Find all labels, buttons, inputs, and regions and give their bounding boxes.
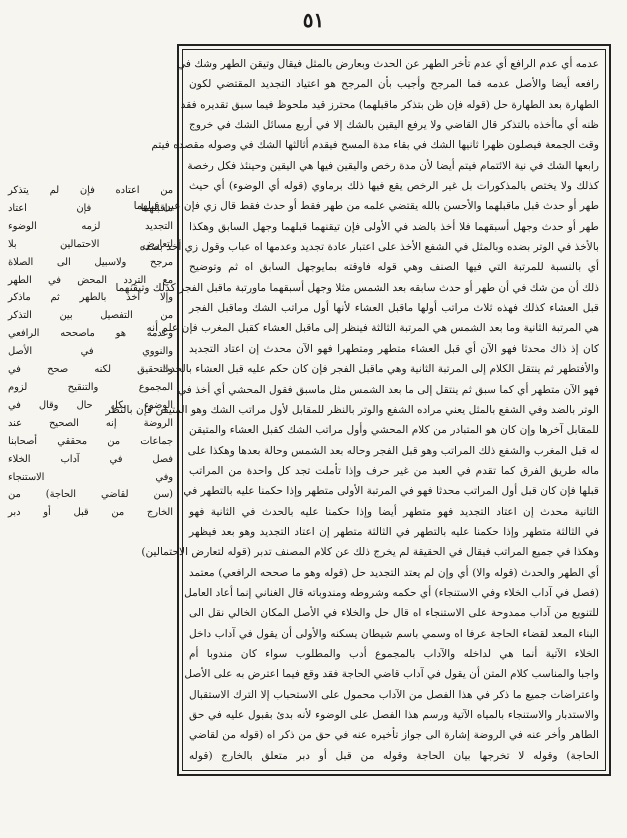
- margin-text-line: جماعات من محققي أصحابنا: [8, 435, 173, 447]
- main-text-line: وهكذا في جميع المراتب فيقال في الحقيقة لم يخرج ذلك عن كلام المصنف تدبر (قوله لتعارض الاحتمالين): [141, 546, 599, 559]
- main-text-line: قبلها فإن كان قبل أول المراتب محدثا فهو في المرتبة الأولى متطهر وإذا حكمنا عليه بالتطهر في: [183, 485, 599, 498]
- main-text-line: الخلاء الآتية أنما هي لداخله والآداب بالمجموع أدب والمطلوب سواء كان مندوبا أم: [189, 647, 599, 660]
- margin-text-line: مع التردد المحض في الطهر: [8, 274, 173, 286]
- main-text-line: كان إذ ذاك محدثا فهو الآن أي قبل العشاء متطهر ومتطهرا فهو الآن محدث إن اعتاد التجديد: [189, 342, 599, 355]
- main-text-line: له قبل المغرب والشفع ذلك المراتب وهو قبل الفجر وحاله بعد الشمس وحالة بعدها وهكذا على: [187, 444, 599, 457]
- margin-base-text: [8, 182, 173, 522]
- main-text-line: البناء المعد لقضاء الحاجة عرفا اه وسمي باسم شيطان يسكنه والأولى أن يقول في آداب داخل: [189, 627, 599, 640]
- main-text-line: قبل العشاء كذلك فهذه ثلاث مراتب أولها ماقبل العشاء لأنها أول مراتب الشك وماقبل الفجر: [189, 302, 599, 315]
- main-text-line: طهر أو حدث وجهل أسبقهما فلا أخذ بالضد في الأولى فإن تيقنهما قبلهما وجهل السابق وهكذا: [189, 220, 599, 233]
- main-text-line: الثانية محدث إن اعتاد التجديد فهو متطهر أيضا وإذا حكمنا عليه بالحدث في الثانية فهو: [189, 505, 599, 518]
- main-text-line: رافعه أيضا والأصل عدمه فما المرجح وأجيب بأن المرجح هو اعتياد التجديد المقتضي لكون: [189, 78, 599, 91]
- margin-text-line: من اعتاده فإن لم يتذكر: [8, 185, 173, 196]
- main-text-line: هي المرتبة الثانية وما بعد الشمس هي المرتبة الثالثة فينظر إلى ماقبل العشاء كقبل المغرب فإن علم أنه: [146, 322, 599, 335]
- margin-text-line: الوضوء بكل حال وقال في: [8, 399, 173, 411]
- main-text-line: الطاهر وأخر عنه في الروضة إشارة الى جواز تأخيره عنه في حق من ذكر اه (قوله من لقاضي: [189, 729, 599, 742]
- margin-text-line: والتحقيق لكنه صحح في: [8, 364, 173, 376]
- page-number: ٥١: [302, 8, 325, 32]
- margin-text-line: وفي الاستنجاء: [8, 471, 173, 483]
- main-text-line: ذلك أن من شك في أن طهر أو حدث سابقه بعد الشمس مثلا وجهل أسبقهما ماورتبة ماقبل الفجر كذلك وتيقنهما: [115, 281, 599, 294]
- main-text-line: أي بالنسبة للمرتبة التي فيها الصنف وهي قوله فاوقته بمايوجهل السابق اه ثم وتوضيح: [189, 261, 599, 274]
- main-text-line: طهر أو حدث قبل ماقبلهما والأحسن بالله يقتضي علمه من طهر فقط أو حدث فقط قال زي فإن عين قبلهما: [133, 200, 599, 213]
- main-text-line: الطهارة بعد الطهارة حل (قوله فإن ظن بتذكر ماقبلهما) محترز قيد ملحوظ فيما سبق تقديره فقد: [180, 98, 599, 111]
- main-text-line: بالأخذ في الوتر بضده وبالمثل في الشفع الأخذ على اعتبار عادة تجديد وعدمها اه عباب وقول زي أخذ بضده: [139, 241, 599, 254]
- main-text-line: واجبا والمناسب كلام المتن أن يقول في آداب قاضي الحاجة فقد وقع فيما اعترض به على الأصل: [184, 668, 599, 681]
- margin-text-line: مرجح ولاسبيل الى الصلاة: [8, 256, 173, 268]
- margin-text-line: الخارج من قبل أو دبر: [8, 507, 173, 519]
- main-text-line: كذلك ولا يختص بالمذكورات بل غير الرخص يقع فيها ذلك برماوي (قوله أي الوضوء) أي حيث: [189, 180, 599, 193]
- main-text-line: (فصل في آداب الخلاء وفي الاستنجاء) أي حكمه وشروطه ومندوباته قال الغناني إنما أعاد العامل: [184, 586, 599, 599]
- margin-text-line: فصل في آداب الخلاء: [8, 453, 173, 465]
- margin-text-line: من التفصيل بين التذكر: [8, 310, 173, 322]
- main-text-line: والأفتطهر ثم ينتقل الكلام إلى المرتبة الثانية وهي ماقبل الفجر فإن كان حكم عليه قبل العشاء بالحدث: [160, 363, 599, 376]
- main-text-line: في الثالثة متطهر وإذا حكمنا عليه بالتطهر في الثالثة متطهر إن اعتاد التجديد وهو بعد فيظهر: [189, 525, 599, 538]
- margin-text-line: ماقبلهما فإن اعتاد: [8, 202, 173, 214]
- main-text-line: فهو الآن متطهر أي كما سبق ثم ينتقل إلى ما بعد الشمس مثل ماسبق فقول المحشي أي أخذ في: [177, 383, 599, 396]
- main-text-line: ظنه أي ماأخذه بالتذكر قال القاضي ولا يرفع اليقين بالشك إلا في أربع مسائل الشك في خروج: [189, 119, 599, 132]
- main-text-line: للمقابل آخرها وإن كان هو المتبادر من كلام المحشي وأول مراتب الشك كقبل العشاء والمتيقن: [189, 424, 599, 437]
- margin-text-line: لتعارض الاحتمالين بلا: [8, 238, 173, 250]
- margin-text-line: وعدمه هو ماصححه الرافعي: [8, 328, 173, 340]
- main-text-line: ماله طريق الفرق كما تقدم في العبد من غير حرف وإذا تأملت تجد كل واحدة من المراتب: [189, 464, 599, 477]
- main-commentary-text: [105, 54, 599, 766]
- margin-text-line: وإلا أخذ بالطهر ثم ماذكر: [8, 292, 173, 304]
- main-text-line: الحاجة) وقوله لا تخرجها بيان الحاجة وقوله من قبل أو دبر متعلق بالخارج (قوله: [189, 749, 599, 762]
- main-text-line: الوتر بالضد وفي الشفع بالمثل يعني مراده الشفع والوتر بالنظر للمقابل لأول مراتب الشك وهو المتيقن فإن بالنظر: [105, 403, 599, 416]
- margin-column: [8, 182, 173, 574]
- main-text-line: للتنويع من آداب ممدوحة على الاستنجاء اه قال حل والخلاء في الأصل المكان الخالي نقل الى: [189, 607, 599, 620]
- main-text-line: واعتراضات جميع ما ذكر في هذا الفصل من الآداب محمول على الاستحباب إلا الترك الاستقبال: [189, 688, 599, 701]
- margin-text-line: المجموع والتنقيح لزوم: [8, 381, 173, 393]
- main-text-frame: [105, 44, 611, 776]
- margin-text-line: الروضة إنه الصحيح عند: [8, 417, 173, 429]
- margin-text-line: التجديد لزمه الوضوء: [8, 220, 173, 232]
- margin-text-line: والنووي في الأصل: [8, 346, 173, 358]
- main-text-line: وقت الجمعة فيصلون ظهرا ثانيها الشك في بقاء مدة المسح فيقدم أثالثها الشك في وصوله مقصده فيتم: [151, 139, 599, 152]
- margin-text-line: (سن لقاضي الحاجة) من: [8, 489, 173, 501]
- main-text-line: والاستدبار والاستنجاء بالمياه الآتية ورسم هذا الفصل على الوضوء لأنه بدئ بقبول عليه في حق: [189, 709, 599, 721]
- main-text-line: رابعها الشك في نية الائتمام فيتم أيضا لأن مدة رخص واليقين فيها هي اليقين وحينئذ فكل رخصة: [187, 159, 599, 172]
- main-text-line: عدمه أي عدم الرافع أي عدم تأخر الطهر عن الحدث وبعارض بالمثل فيقال وتيقن الطهر وشك في: [177, 58, 599, 70]
- main-text-line: أي الطهر والحدث (قوله والا) أي وإن لم يعتد التجديد حل (قوله وهو ما صححه الرافعي) معتمد: [189, 566, 599, 579]
